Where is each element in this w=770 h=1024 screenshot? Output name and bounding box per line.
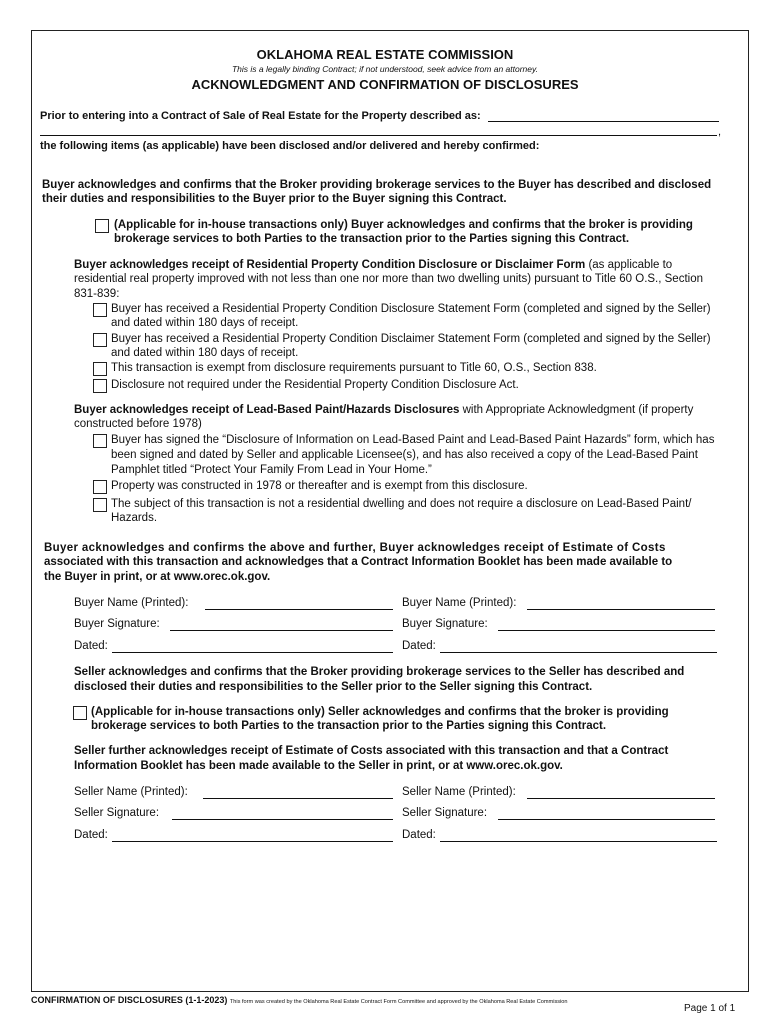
property-comma: , [718, 126, 722, 138]
legal-notice: This is a legally binding Contract; if not understood, seek advice from an attorney. [231, 64, 538, 74]
buyer-dated-label: Dated: [74, 640, 108, 652]
seller2-name-label: Seller Name (Printed): [402, 786, 516, 798]
property-description-field-2[interactable] [40, 135, 717, 136]
buyer-estimate-line1: Buyer acknowledges and confirms the above and further, Buyer acknowledges receipt of Estimate of Costs [44, 542, 666, 554]
page-number: Page 1 of 1 [684, 1003, 736, 1014]
seller-name-label: Seller Name (Printed): [74, 786, 188, 798]
buyer-signature-field[interactable] [170, 630, 393, 631]
lead-signed-checkbox[interactable] [93, 434, 107, 448]
form-border [31, 30, 749, 992]
residential-heading-tail: (as applicable to [585, 259, 673, 271]
buyer-name-field[interactable] [205, 609, 393, 610]
buyer-inhouse-line1: (Applicable for in-house transactions only) Buyer acknowledges and confirms that the broker is providing [114, 219, 693, 231]
buyer-signature-label: Buyer Signature: [74, 618, 160, 630]
property-prior-text: Prior to entering into a Contract of Sale of Real Estate for the Property described as: [40, 110, 481, 122]
lead-heading: Buyer acknowledges receipt of Lead-Based Paint/Hazards Disclosures [74, 404, 460, 416]
residential-opt3: This transaction is exempt from disclosure requirements pursuant to Title 60, O.S., Section 838. [111, 362, 597, 374]
buyer-name-label: Buyer Name (Printed): [74, 597, 189, 609]
seller2-signature-label: Seller Signature: [402, 807, 488, 819]
seller-inhouse-line2: brokerage services to both Parties to the transaction prior to the Parties signing this Contract. [91, 720, 607, 732]
seller-duties-line1: Seller acknowledges and confirms that the Broker providing brokerage services to the Seller has described and [74, 666, 685, 678]
buyer-estimate-line2: associated with this transaction and acknowledges that a Contract Information Booklet has been made available to [44, 556, 673, 568]
buyer2-name-field[interactable] [527, 609, 715, 610]
lead-line2: constructed before 1978) [74, 418, 202, 430]
lead-opt1-line2: been signed and dated by Seller and applicable Licensee(s), and has also received a copy of the Lead-Based Paint [111, 449, 698, 461]
buyer-duties-line2: their duties and responsibilities to the Buyer prior to the Buyer signing this Contract. [42, 193, 507, 205]
lead-opt3-line2: Hazards. [111, 512, 158, 524]
buyer2-signature-field[interactable] [498, 630, 715, 631]
residential-heading: Buyer acknowledges receipt of Residential Property Condition Disclosure or Disclaimer Form [74, 259, 586, 271]
seller2-signature-field[interactable] [498, 819, 715, 820]
footer-committee-note: This form was created by the Oklahoma Real Estate Contract Form Committee and approved by the Oklahoma Real Estate Commission [229, 999, 568, 1005]
seller-dated-field[interactable] [112, 841, 393, 842]
buyer-inhouse-checkbox[interactable] [95, 219, 109, 233]
residential-line3: 831-839: [74, 288, 120, 300]
lead-exempt-checkbox[interactable] [93, 480, 107, 494]
residential-disclosure-checkbox[interactable] [93, 303, 107, 317]
residential-exempt-checkbox[interactable] [93, 362, 107, 376]
buyer-duties-line1: Buyer acknowledges and confirms that the Broker providing brokerage services to the Buyer has described and disclosed [42, 179, 712, 191]
form-title: ACKNOWLEDGMENT AND CONFIRMATION OF DISCLOSURES [191, 77, 579, 92]
residential-not-required-checkbox[interactable] [93, 379, 107, 393]
footer-line [31, 995, 568, 1005]
buyer2-dated-label: Dated: [402, 640, 436, 652]
property-following-text: the following items (as applicable) have been disclosed and/or delivered and hereby confirmed: [40, 140, 540, 152]
seller2-dated-label: Dated: [402, 829, 436, 841]
buyer2-dated-field[interactable] [440, 652, 717, 653]
buyer-dated-field[interactable] [112, 652, 393, 653]
seller-dated-label: Dated: [74, 829, 108, 841]
residential-opt2-line2: and dated within 180 days of receipt. [111, 347, 299, 359]
seller-signature-field[interactable] [172, 819, 393, 820]
seller-inhouse-line1: (Applicable for in-house transactions only) Seller acknowledges and confirms that the broker is providing [91, 706, 669, 718]
buyer-inhouse-line2: brokerage services to both Parties to the transaction prior to the Parties signing this Contract. [114, 233, 630, 245]
residential-opt1-line1: Buyer has received a Residential Property Condition Disclosure Statement Form (completed and signed by the Seller) [111, 303, 711, 315]
lead-opt1-line1: Buyer has signed the “Disclosure of Information on Lead-Based Paint and Lead-Based Paint Hazards” form, which has [111, 434, 715, 446]
seller2-dated-field[interactable] [440, 841, 717, 842]
lead-opt3-line1: The subject of this transaction is not a residential dwelling and does not require a disclosure on Lead-Based Paint/ [111, 498, 692, 510]
seller-signature-label: Seller Signature: [74, 807, 160, 819]
lead-opt2: Property was constructed in 1978 or thereafter and is exempt from this disclosure. [111, 480, 528, 492]
residential-opt1-line2: and dated within 180 days of receipt. [111, 317, 299, 329]
residential-opt2-line1: Buyer has received a Residential Property Condition Disclaimer Statement Form (completed and signed by the Seller) [111, 333, 711, 345]
residential-opt4: Disclosure not required under the Residential Property Condition Disclosure Act. [111, 379, 519, 391]
buyer2-signature-label: Buyer Signature: [402, 618, 488, 630]
seller2-name-field[interactable] [527, 798, 715, 799]
residential-disclaimer-checkbox[interactable] [93, 333, 107, 347]
lead-opt1-line3: Pamphlet titled “Protect Your Family From Lead in Your Home.” [111, 464, 432, 476]
seller-duties-line2: disclosed their duties and responsibilities to the Seller prior to the Seller signing this Contract. [74, 681, 593, 693]
org-name: OKLAHOMA REAL ESTATE COMMISSION [256, 47, 514, 62]
seller-estimate-line1: Seller further acknowledges receipt of Estimate of Costs associated with this transaction and that a Contract [74, 745, 669, 757]
residential-line2: residential real property improved with not less than one nor more than two dwelling units) pursuant to Title 60 O.S., Section [74, 273, 703, 285]
lead-heading-tail: with Appropriate Acknowledgment (if property [459, 404, 694, 416]
seller-estimate-line2: Information Booklet has been made available to the Seller in print, or at www.orec.ok.gov. [74, 760, 563, 772]
lead-not-residential-checkbox[interactable] [93, 498, 107, 512]
footer-form-id: CONFIRMATION OF DISCLOSURES (1-1-2023) [31, 995, 228, 1005]
buyer2-name-label: Buyer Name (Printed): [402, 597, 517, 609]
seller-inhouse-checkbox[interactable] [73, 706, 87, 720]
buyer-estimate-line3: the Buyer in print, or at www.orec.ok.gov. [44, 571, 271, 583]
seller-name-field[interactable] [203, 798, 393, 799]
property-description-field[interactable] [488, 121, 719, 122]
